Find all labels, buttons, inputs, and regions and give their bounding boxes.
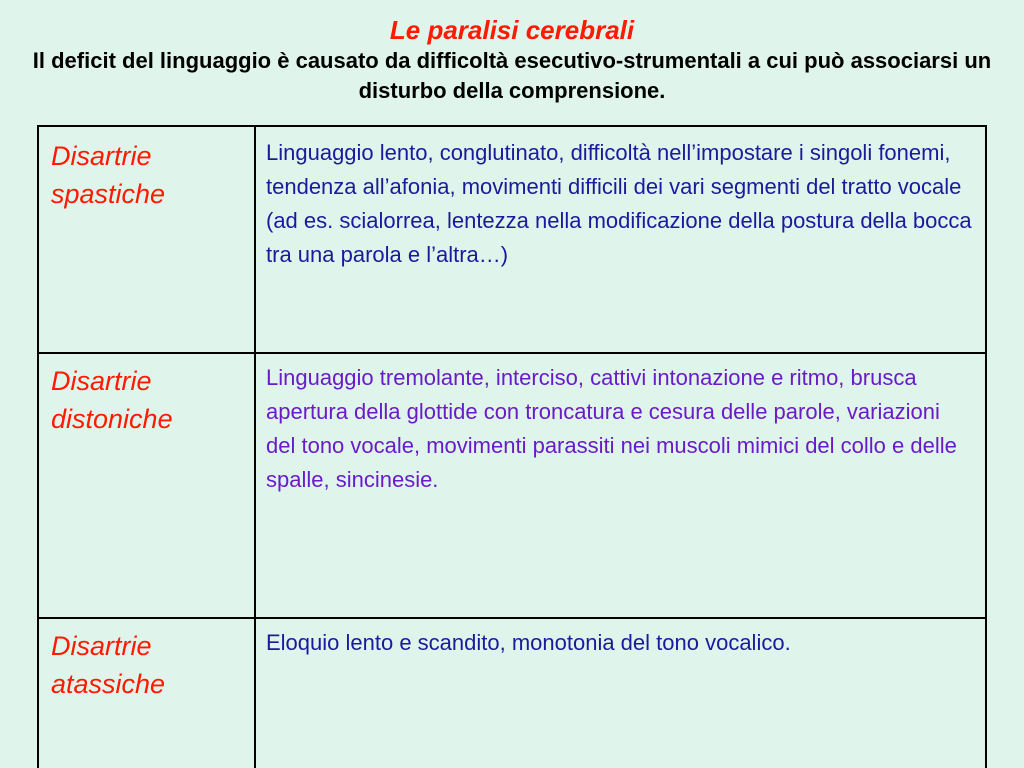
row-description: Linguaggio tremolante, interciso, cattivi intonazione e ritmo, brusca apertura della glottide con troncatura e cesura delle parole, variazioni del tono vocale, movimenti parassiti nei muscoli mimici del collo e delle spalle, sincinesie. (266, 365, 957, 492)
slide-subtitle: Il deficit del linguaggio è causato da difficoltà esecutivo-strumentali a cui può associarsi un disturbo della comprensione. (32, 48, 992, 103)
table-row (39, 127, 985, 354)
row-label: Disartrie spastiche (39, 127, 256, 352)
table-row (39, 352, 985, 619)
row-description: Linguaggio lento, conglutinato, difficoltà nell’impostare i singoli fonemi, tendenza all’afonia, movimenti difficili dei vari segmenti del tratto vocale (ad es. scialorrea, lentezza nella modificazione della postura della bocca tra una parola e l’altra…) (266, 140, 972, 267)
table-row (39, 617, 985, 768)
slide-title: Le paralisi cerebrali (389, 15, 635, 45)
slide-header (0, 14, 1024, 106)
row-label: Disartrie atassiche (39, 617, 256, 768)
row-description: Eloquio lento e scandito, monotonia del tono vocalico. (266, 630, 791, 655)
row-label: Disartrie distoniche (39, 352, 256, 617)
dysarthria-table (37, 125, 987, 768)
